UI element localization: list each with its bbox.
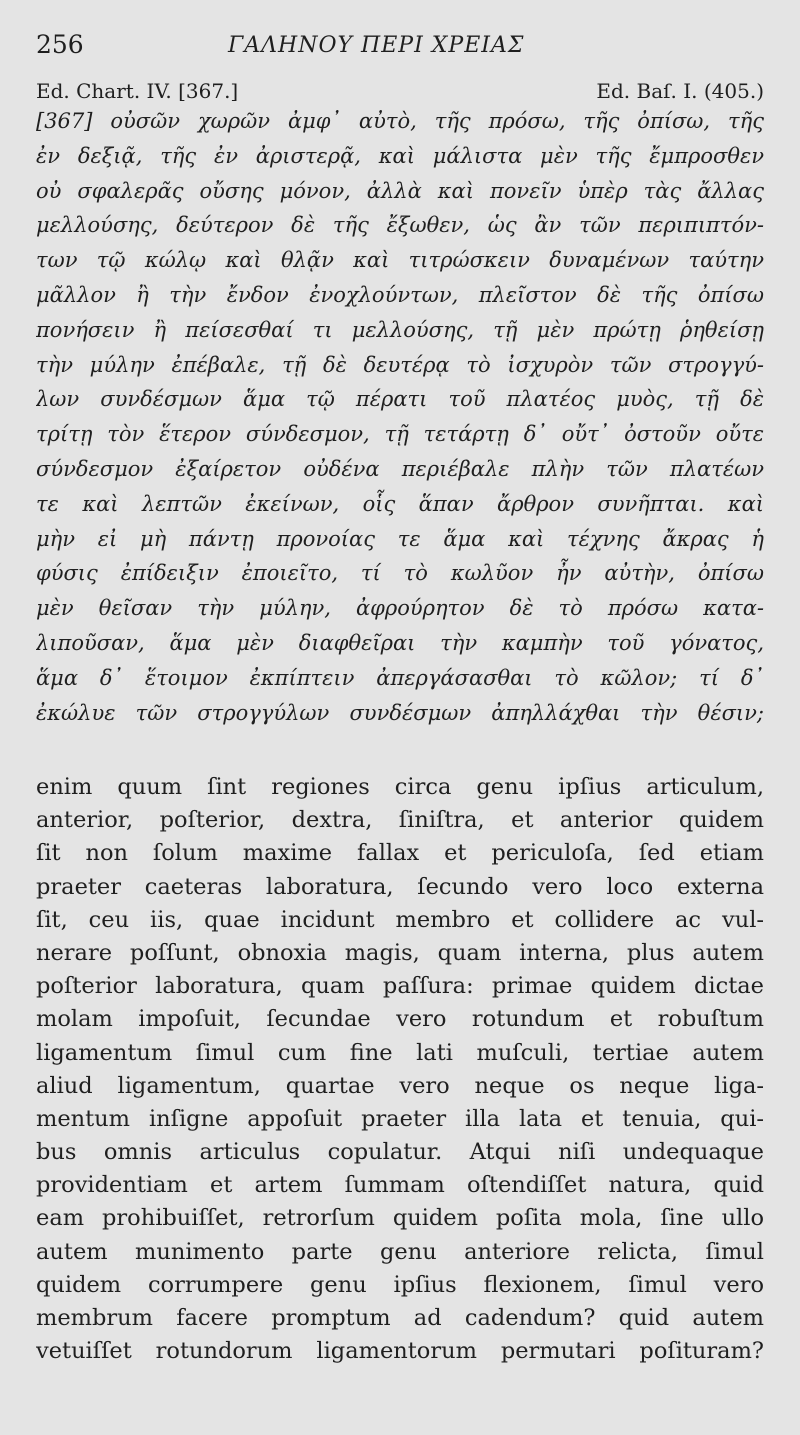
- latin-line: anterior, poſterior, dextra, ſiniſtra, et anterior quidem: [36, 807, 764, 834]
- greek-line: ἐν δεξιᾷ, τῆς ἐν ἀριστερᾷ, καὶ μάλιστα μὲν τῆς ἔμπροσθεν: [36, 143, 764, 168]
- greek-line: ἅμα δ᾽ ἕτοιμον ἐκπίπτειν ἀπεργάσασθαι τὸ κῶλον; τί δ᾽: [36, 665, 764, 690]
- latin-line: autem munimento parte genu anteriore relicta, ſimul: [36, 1238, 764, 1265]
- greek-text-block: [36, 104, 764, 730]
- greek-line: μὴν εἰ μὴ πάντῃ προνοίας τε ἅμα καὶ τέχνης ἄκρας ἡ: [36, 526, 764, 551]
- greek-line: τὴν μύλην ἐπέβαλε, τῇ δὲ δευτέρᾳ τὸ ἰσχυρὸν τῶν στρογγύ-: [36, 352, 764, 377]
- latin-text-block: [36, 771, 764, 1368]
- greek-line: τε καὶ λεπτῶν ἐκείνων, οἷς ἅπαν ἄρθρον συνῆπται. καὶ: [36, 491, 764, 516]
- greek-line: λων συνδέσμων ἅμα τῷ πέρατι τοῦ πλατέος μυὸς, τῇ δὲ: [36, 387, 764, 412]
- latin-line: vetuiſſet rotundorum ligamentorum permutari poſituram?: [36, 1338, 764, 1365]
- edition-references: [36, 78, 764, 106]
- latin-line: mentum inſigne appoſuit praeter illa lata et tenuia, qui-: [36, 1105, 764, 1132]
- edition-reference-chartier: Ed. Chart. IV. [367.]: [36, 79, 239, 103]
- greek-line: σύνδεσμον ἐξαίρετον οὐδένα περιέβαλε πλὴν τῶν πλατέων: [36, 456, 764, 481]
- latin-line: eam prohibuiſſet, retrorſum quidem poſita mola, ſine ullo: [36, 1205, 764, 1232]
- greek-line: τρίτῃ τὸν ἕτερον σύνδεσμον, τῇ τετάρτῃ δ᾽ οὔτ᾽ ὀστοῦν οὔτε: [36, 422, 764, 447]
- running-title: ΓΑΛΗΝΟΥ ΠΕΡΙ ΧΡΕΙΑΣ: [228, 33, 525, 58]
- latin-line: quidem corrumpere genu ipſius flexionem, ſimul vero: [36, 1271, 764, 1298]
- latin-line: membrum facere promptum ad cadendum? quid autem: [36, 1305, 764, 1331]
- greek-line: μελλούσης, δεύτερον δὲ τῆς ἔξωθεν, ὡς ἂν τῶν περιπιπτόν-: [36, 213, 764, 238]
- greek-line: ἐκώλυε τῶν στρογγύλων συνδέσμων ἀπηλλάχθαι τὴν θέσιν;: [36, 700, 764, 725]
- greek-line: μὲν θεῖσαν τὴν μύλην, ἀφρούρητον δὲ τὸ πρόσω κατα-: [36, 596, 764, 621]
- edition-reference-basel: Ed. Baſ. I. (405.): [596, 79, 764, 103]
- latin-line: poſterior laboratura, quam paſſura: primae quidem dictae: [36, 973, 764, 1000]
- latin-line: enim quum ſint regiones circa genu ipſius articulum,: [36, 774, 764, 800]
- latin-line: ſit, ceu iis, quae incidunt membro et collidere ac vul-: [36, 906, 764, 933]
- latin-line: aliud ligamentum, quartae vero neque os neque liga-: [36, 1072, 764, 1099]
- greek-line: πονήσειν ἢ πείσεσθαί τι μελλούσης, τῇ μὲν πρώτῃ ῥηθείσῃ: [36, 317, 764, 342]
- greek-line: μᾶλλον ἢ τὴν ἔνδον ἐνοχλούντων, πλεῖστον δὲ τῆς ὀπίσω: [36, 282, 764, 307]
- latin-line: bus omnis articulus copulatur. Atqui niſi undequaque: [36, 1139, 764, 1166]
- greek-line: φύσις ἐπίδειξιν ἐποιεῖτο, τί τὸ κωλῦον ἦν αὐτὴν, ὀπίσω: [36, 561, 764, 586]
- greek-line: οὐ σφαλερᾶς οὔσης μόνον, ἀλλὰ καὶ πονεῖν ὑπὲρ τὰς ἄλλας: [36, 178, 764, 203]
- page-number: 256: [36, 30, 84, 59]
- latin-line: providentiam et artem ſummam oſtendiſſet natura, quid: [36, 1172, 764, 1199]
- page-header: [36, 30, 764, 64]
- latin-line: ſit non ſolum maxime fallax et periculoſa, ſed etiam: [36, 840, 764, 867]
- greek-line: [367] οὐσῶν χωρῶν ἀμφ᾽ αὐτὸ, τῆς πρόσω, τῆς ὀπίσω, τῆς: [36, 109, 764, 133]
- greek-line: των τῷ κώλῳ καὶ θλᾷν καὶ τιτρώσκειν δυναμένων ταύτην: [36, 248, 764, 273]
- latin-line: ligamentum ſimul cum fine lati muſculi, tertiae autem: [36, 1039, 764, 1066]
- greek-line: λιποῦσαν, ἅμα μὲν διαφθεῖραι τὴν καμπὴν τοῦ γόνατος,: [36, 630, 764, 655]
- latin-line: nerare poſſunt, obnoxia magis, quam interna, plus autem: [36, 939, 764, 966]
- latin-line: molam impoſuit, ſecundae vero rotundum et robuſtum: [36, 1006, 764, 1033]
- latin-line: praeter caeteras laboratura, ſecundo vero loco externa: [36, 873, 764, 900]
